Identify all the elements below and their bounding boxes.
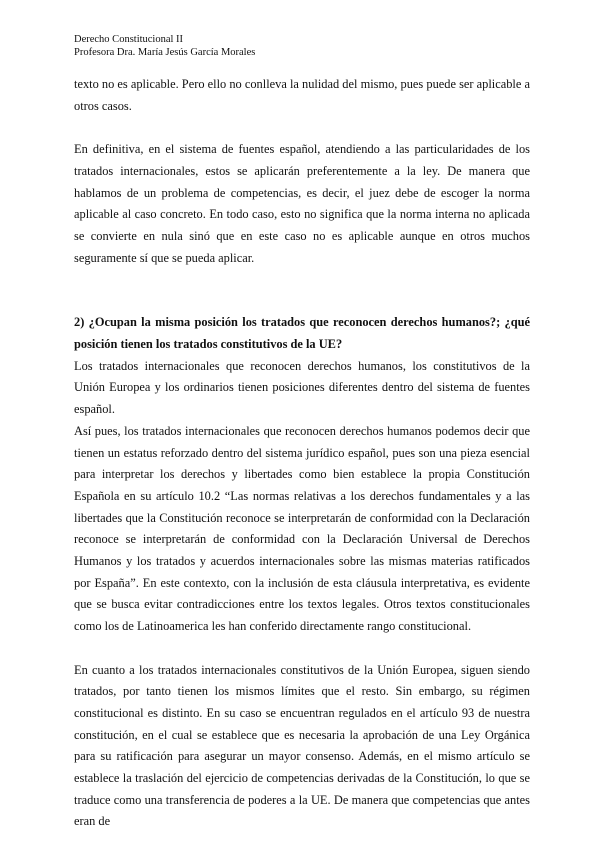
course-title: Derecho Constitucional II: [74, 34, 184, 45]
section-heading: 2) ¿Ocupan la misma posición los tratados que reconocen derechos humanos?; ¿qué posición tienen los tratados constitutivos de la UE?: [74, 315, 530, 352]
paragraph: Los tratados internacionales que reconocen derechos humanos, los constitutivos de la Unión Europea y los ordinarios tienen posiciones diferentes dentro del sistema de fuentes español.: [74, 358, 530, 417]
paragraph: texto no es aplicable. Pero ello no conlleva la nulidad del mismo, pues puede ser aplicable a otros casos.: [74, 77, 530, 113]
spacer: [74, 269, 530, 312]
paragraph: En cuanto a los tratados internacionales constitutivos de la Unión Europea, siguen siendo tratados, por tanto tienen los mismos límites que el resto. Sin embargo, su régimen constitucional es distinto. En su caso se encuentran regulados en el artículo 93 de nuestra constitución, en el cual se establece que es necesaria la aprobación de una Ley Orgánica para su ratificación para asegurar un mayor consenso. Además, en el mismo artículo se establece la traslación del ejercicio de competencias derivadas de la Constitución, lo que se traduce como una transferencia de poderes a la UE. De manera que competencias que antes eran de: [74, 662, 530, 829]
professor-name: Profesora Dra. María Jesús García Morales: [74, 47, 256, 58]
spacer: [74, 117, 530, 139]
document-body: [74, 74, 530, 833]
paragraph: Así pues, los tratados internacionales que reconocen derechos humanos podemos decir que tienen un estatus reforzado dentro del sistema jurídico español, pues son una pieza esencial para interpretar los derechos y libertades como bien establece la propia Constitución Española en su artículo 10.2 “Las normas relativas a los derechos fundamentales y a las libertades que la Constitución reconoce se interpretarán de conformidad con la Declaración reconoce se interpretarán de conformidad con la Declaración Universal de Derechos Humanos y los tratados y acuerdos internacionales sobre las mismas materias ratificados por España”. En este contexto, con la inclusión de esta cláusula interpretativa, es evidente que se busca evitar contradicciones entre los textos legales. Otros textos constitucionales como los de Latinoamerica les han conferido directamente rango constitucional.: [74, 423, 530, 634]
paragraph: En definitiva, en el sistema de fuentes español, atendiendo a las particularidades de los tratados internacionales, estos se aplicarán preferentemente a la ley. De manera que hablamos de un problema de competencias, es decir, el juez debe de escoger la norma aplicable al caso concreto. En todo caso, esto no significa que la norma interna no aplicada se convierte en nula sinó que en este caso no es aplicable aunque en otros muchos seguramente sí que se pueda aplicar.: [74, 142, 530, 265]
page-header: [74, 33, 255, 59]
spacer: [74, 638, 530, 660]
